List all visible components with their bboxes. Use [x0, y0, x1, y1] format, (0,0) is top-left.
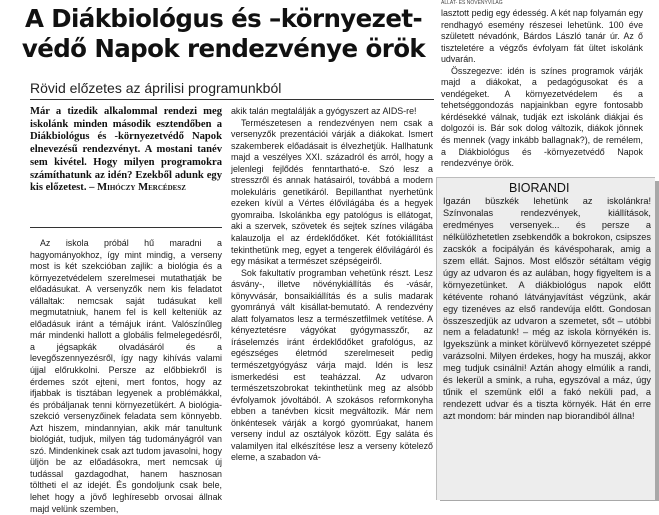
- lead-text: Már a tizedik alkalommal rendezi meg iskolánk minden második esztendőben a Diákbiológus és -környezetvédő Napok elnevezésű rendezvényt. A mostani tanév sem kivétel. Hogy milyen programokra számíthatunk az idén? Ezekből adunk egy kis előzetest. –: [30, 106, 222, 194]
- article-column-2: [231, 106, 433, 496]
- paragraph: akik talán megtalálják a gyógyszert az AIDS-re!: [231, 106, 417, 116]
- headline-line-2: védő Napok rendezvénye örök: [21, 34, 426, 63]
- paragraph: lasztott pedig egy édesség. A két nap folyamán egy rendhagyó esemény részesei lehetünk. 100 éve született névadónk, Bárdos László tanár úr. Az ő tiszteletére a végzős évfolyam fát ültet iskolánk udvarán.: [441, 8, 643, 65]
- paragraph: Összegezve: idén is színes programok várják majd a diákokat, a pedagógusokat és a vendégeket. A környezetvédelem és a tehetséggondozás napjainkban egyre fontosabb kérdésekké válnak, tudják ezt iskolánk diákjai és dolgozói is. Bár sok dolog változik, diákok jönnek és mennek (vagy inkább ballagnak?), de remélem, a Diákbiológus és -környezetvédő Napok rendezvénye örök.: [441, 65, 643, 169]
- paragraph: Sok fakultatív programban vehetünk részt. Lesz ásvány-, illetve növénykiállítás és -vásár, könyvvásár, bonsaikiállítás és a sulis madarak gyomrányá vált kisállat-bemutató. A rendezvény alatt folyamatos lesz a természetfilmek vetítése. A kényeztetésre vágyókat gyógymasszőr, az íráselemzés iránt érdeklődőket grafológus, az egészséges életmód szerelmeseit pedig természetgyógyász várja majd. Idén is lesz ismerkedési est teaházzal. Az udvaron természetszobrokat tekinthetünk meg az alsóbb évfolyamok jóvoltából. A szokásos reformkonyha ebben a tanévben kicsit megváltozik. Már nem önkéntesek várják a korgó gyomrúakat, hanem verseny indul az osztályok között. Egy saláta és valamilyen ital elkészítése lesz a verseny kötelező eleme, a szabadon vá-: [231, 267, 433, 463]
- paragraph: Igazán büszkék lehetünk az iskolánkra! Színvonalas rendezvények, kiállítások, eredményes versenyek... és persze a nélkülözhetetlen zsebkendők a bokrokon, csipszes zacskók a focipályán és kávéspoharak, amig a szem ellát. Sajnos. Most először sétáltam végig úgy az udvaron és az aulában, hogy figyeltem is a környezetünket. A diákbiológus napok előtt kétévente rohanó látványjavítást végzünk, akár egy tizenéves az első randevúja előtt. Gondosan összeszedjük az udvaron a szemetet, sőt – utóbbi nem a feladatunk! – még az iskola környékén is. Igyekszünk a minket körülvevő környezetet széppé varázsolni. Milyen érdekes, hogy ha muszáj, akkor meg tudjuk csinálni! Aztán ahogy elmúlik a randi, és lekerül a smink, a ruha, egyszóval a máz, úgy tűnik el szemünk elől a fakó neküli pad, a rendezett udvar és a tiszta környék. Hát én erre azt mondom: bár minden nap biorandiból állna!: [443, 196, 651, 422]
- divider-lead: [30, 227, 222, 228]
- article-column-1: [30, 238, 222, 514]
- lead-paragraph: [30, 106, 222, 195]
- paragraph: Természetesen a rendezvényen nem csak a versenyzők prezentációi várják a diákokat. Ismert szakemberek előadásait is élvezhetjük. Hallhatunk majd a veszélyes XXI. századról és arról, hogy a jelenlegi fejlődés fenntartható-e. Szó lesz a stresszről és annak hatásairól, továbbá a modern molekuláris genetikáról. Bepillanthat nyerhetünk ezeken kívül a Vértes élővilágába és a hegyek gyomraiba. Iskolánkba egy patológus is ellátogat, aki a szervek, szövetek és sejtek színes világába kalauzolja el az érdeklődőket. Két fotókiállítást tekinthetünk meg, egyet a tengerek élővilágáról és egy másikat a természet szépségeiről.: [231, 117, 433, 267]
- sidebox-text: [443, 196, 651, 496]
- author-byline: Mihóczy Mercédesz: [97, 182, 186, 194]
- sidebox-title: BIORANDI: [509, 181, 570, 195]
- section-header: ÁLLAT- ÉS NÖVÉNYVILÁG: [441, 0, 503, 6]
- subheadline: Rövid előzetes az áprilisi programunkból: [30, 80, 282, 96]
- divider-top: [30, 99, 434, 100]
- headline-line-1: A Diákbiológus és –környezet-: [24, 4, 423, 33]
- article-column-3: [441, 8, 643, 168]
- paragraph: Az iskola próbál hű maradni a hagyományokhoz, így mint mindig, a verseny most is két szekcióban zajlik: a biológia és a környezetvédelem szerelmesei mutathatják be előadásukat. A versenyzők nem kis feladatot vállaltak: nemcsak saját tudásukat kell megmutatniuk, hanem fel is kell kelteniük az előadásuk iránt a témájuk iránt. Valószínűleg már mindenki hallott a globális felmelegedésről, a jégsapkák olvadásáról és a levegőszennyezésről, így nagy kihívás valami újjal előrukkolni. Persze az előbbiekről is érdemes szót ejteni, mert fontos, hogy az ifjabbak is tisztában legyenek a problémákkal, és próbáljanak tenni környezetükért. A biológia-szekció versenyzőinek feladata sem könnyebb. Azt hiszem, mindannyian, akik már tanultunk biológiát, tudjuk, milyen tág tudományágról van szó. Mindenkinek csak azt tudom javasolni, hogy üljön be az előadásokra, mert nemcsak új tudással gazdagodhat, hanem hasznosan töltheti el az idejét. És gondoljunk csak bele, lehet hogy a jövő leghíresebb orvosai állnak majd velünk szemben,: [30, 238, 222, 514]
- headline: [16, 4, 431, 64]
